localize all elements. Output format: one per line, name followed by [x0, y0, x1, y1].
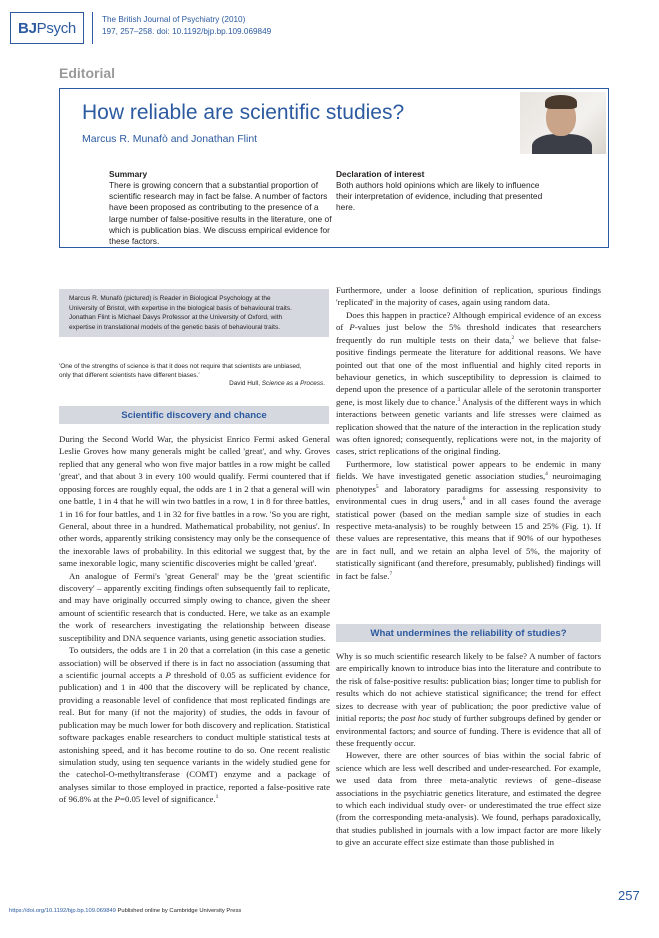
text-run: neuroimaging phenotypes	[336, 471, 601, 494]
title-box	[59, 88, 609, 248]
right-column-body-top	[336, 284, 601, 582]
paragraph: Furthermore, under a loose definition of replication, spurious findings 'replicated' in the majority of cases, again using random data.	[336, 285, 601, 308]
header-divider	[92, 12, 93, 44]
text-run: Why is so much scientific research likely to be false? A number of factors are empirically known to introduce bias into the literature and contribute to the risk of false-positive results: publication bias; longer time to publish for results which do not achieve statistical significance; the trend for effect sizes to decrease with year of publication; the poor predictive value of initial reports; the	[336, 651, 601, 724]
text-run: -values just below the 5% threshold indicates that researchers frequently do run multiple tests on their data,	[336, 322, 601, 345]
page-footer	[9, 908, 241, 914]
text-run: study of further subgroups defined by gender or environmental factors; and source of funding. There is evidence that all of these frequently occur.	[336, 713, 601, 748]
declaration-text	[336, 180, 576, 214]
declaration-line: their interpretation of evidence, including that presented	[336, 191, 543, 202]
section-heading-reliability: What undermines the reliability of studies?	[336, 624, 601, 642]
journal-volume-doi: 197, 257–258. doi: 10.1192/bjp.bp.109.069849	[102, 27, 272, 36]
italic-run: P	[165, 670, 171, 681]
epigraph-line: 'One of the strengths of science is that it does not require that scientists are unbiased,	[59, 363, 302, 370]
declaration-line: Both authors hold opinions which are likely to influence	[336, 180, 540, 190]
citation-ref: 4	[545, 471, 548, 478]
right-column-body-bottom	[336, 650, 601, 849]
italic-run: P	[114, 794, 121, 805]
journal-name: The British Journal of Psychiatry (2010)	[102, 15, 246, 24]
logo-prefix: BJ	[18, 19, 37, 37]
text-run: Does this happen in practice? Although empirical evidence of an excess of	[336, 309, 601, 333]
epigraph-author: David Hull,	[229, 380, 260, 387]
epigraph-attribution: David Hull, Science as a Process.	[229, 380, 325, 387]
paragraph	[336, 309, 601, 458]
article-title: How reliable are scientific studies?	[82, 101, 405, 124]
italic-run: post hoc	[400, 713, 431, 724]
paragraph: An analogue of Fermi's 'great General' may be the 'great scientific discovery' – apparently exciting findings often subsequently fail to replicate, and may have originally occurred simply owing to chance, given the sheer amount of scientific research that is conducted. Here, we take as an example the work of researchers investigating the relationship between disease susceptibility and DNA sequence variants, using genetic association studies.	[59, 570, 330, 643]
published-notice: Published online by Cambridge University Press	[115, 908, 242, 914]
author-bio-box	[59, 289, 329, 337]
logo-suffix: Psych	[36, 19, 76, 37]
text-run: To outsiders, the odds are 1 in 20 that a correlation (in this case a genetic association) will be observed if there is in fact no association (assuming that a scientific journal accepts a	[59, 645, 330, 681]
section-label: Editorial	[59, 65, 116, 81]
doi-link[interactable]: https://doi.org/10.1192/bjp.bp.109.069849	[9, 908, 116, 914]
paragraph: During the Second World War, the physicist Enrico Fermi asked General Leslie Groves how many generals might be called 'great', and why. Groves replied that any general who won five major battles in a row might be called 'great', and that about 3 in every 100 would qualify. Fermi countered that if opposing forces are roughly equal, the odds are 1 in 2 that a general will win one battle, 1 in 4 that he will win two battles in a row, 1 in 8 for three battles, 1 in 16 for four battles, and 1 in 32 for five battles in a row. 'So you are right, General, about three in a hundred. Mathematical probability, not genius'. In other words, apparently striking consistency may only be the consequence of the inexorable laws of probability. In this editorial we suggest that, by the same inexorable logic, many scientific discoveries might be called 'great'.	[59, 434, 330, 569]
author-photo	[520, 92, 606, 154]
summary-line: have been proposed as contributing to the presence of a	[109, 202, 319, 213]
summary-line: these factors.	[109, 236, 160, 247]
declaration-heading: Declaration of interest	[336, 169, 425, 179]
text-run: =0.05 level of significance.	[120, 794, 216, 805]
citation-ref: 1	[215, 794, 219, 801]
bio-line: Jonathan Flint is Michael Davys Professor at the University of Oxford, with	[69, 314, 283, 321]
article-authors: Marcus R. Munafò and Jonathan Flint	[82, 133, 258, 145]
bio-line: University of Bristol, with expertise in the biological basis of behavioural traits.	[69, 304, 292, 312]
summary-line: scientific research may in fact be false. A number of factors	[109, 191, 328, 202]
left-column-body	[59, 433, 330, 806]
bio-line: Marcus R. Munafò (pictured) is Reader in Biological Psychology at the	[69, 295, 271, 302]
photo-hair	[545, 95, 577, 109]
text-run: Furthermore, low statistical power appears to be endemic in many fields. We have investigated genetic association studies,	[336, 458, 601, 482]
bio-line: expertise in translational models of the genetic basis of behavioural traits.	[69, 323, 281, 331]
summary-text	[109, 180, 339, 247]
paragraph: However, there are other sources of bias within the social fabric of science which are less well described and under-researched. For example, we used data from three meta-analytic reviews of gene–disease associations in the psychiatric genetics literature, and estimated the degree to which each individual study over- or underestimated the true effect size (from the corresponding meta-analysis). We found, perhaps paradoxically, that studies published in journals with a low impact factor are more likely to give an accurate effect size estimate than those published in	[336, 750, 601, 848]
epigraph-source: Science as a Process	[261, 380, 324, 387]
citation-ref: 6	[462, 496, 466, 503]
text-run: Analysis of the different ways in which interactions between genetic variants and life stresses were claimed as replication showed that the nature of the interaction in the replication study was often ignored; consequently, replications were not, in the majority of cases, strict replications of the original finding.	[336, 396, 601, 457]
citation-ref: 5	[375, 483, 379, 490]
citation-ref: 3	[457, 396, 461, 403]
summary-line: There is growing concern that a substantial proportion of	[109, 180, 319, 190]
journal-citation	[102, 14, 271, 38]
epigraph-quote	[59, 362, 329, 380]
section-heading-discovery: Scientific discovery and chance	[59, 406, 329, 424]
epigraph-line: only that different scientists have different biases.'	[59, 372, 200, 379]
declaration-line: here.	[336, 202, 356, 213]
text-run: and laboratory paradigms for assessing responsivity to environmental cues in drug users,	[336, 483, 601, 507]
summary-heading: Summary	[109, 169, 148, 179]
paragraph	[336, 650, 601, 749]
text-run: threshold of 0.05 as sufficient evidence for publication) and 1 in 400 that the discovery will be replicated by chance, providing a reasonable level of confidence that most replicated findings are real. But for many (if not the majority) of studies, the odds in favour of publication may be much lower for both discovery and replication. Statistical software packages enable researchers to conduct multiple statistical tests at astonishing speed, and it has become routine to do so. One recent realistic simulation study, using ten sequence variants in the widely studied gene for the catechol-O-methyltransferase (COMT) enzyme and a package of analyses similar to those employed in practice, reported a false-positive rate of 96.8% at the	[59, 670, 330, 805]
summary-line: which is publication bias. We discuss empirical evidence for	[109, 224, 330, 235]
citation-ref: 2	[511, 334, 515, 341]
text-run: and in all cases found the average statistical power (based on the median sample size of studies in each respective meta-analysis) to be roughly between 15 and 25% (Fig. 1). If these values are representative, this means that if 90% of our hypotheses are in fact null, and we retain an alpha level of 5%, the majority of statistically significant (and therefore, presumably, published) findings will in fact be false.	[336, 496, 601, 581]
paragraph	[336, 458, 601, 582]
italic-run: P	[349, 322, 355, 333]
photo-shoulders	[532, 134, 592, 154]
title-band	[60, 89, 607, 159]
citation-ref: 7	[389, 570, 393, 577]
summary-line: large number of false-positive results in the literature, one of	[109, 213, 332, 224]
text-run: we believe that false-positive findings permeate the literature for additional reasons. We have pointed out that one of the most influential and highly cited reports in behaviour genetics, in which susceptibility to depression is claimed to depend upon the presence of a particular allele of the serotonin transporter gene, is most likely due to chance.	[336, 334, 602, 407]
page-number: 257	[618, 888, 640, 903]
journal-logo	[10, 12, 84, 44]
paragraph	[59, 644, 330, 805]
